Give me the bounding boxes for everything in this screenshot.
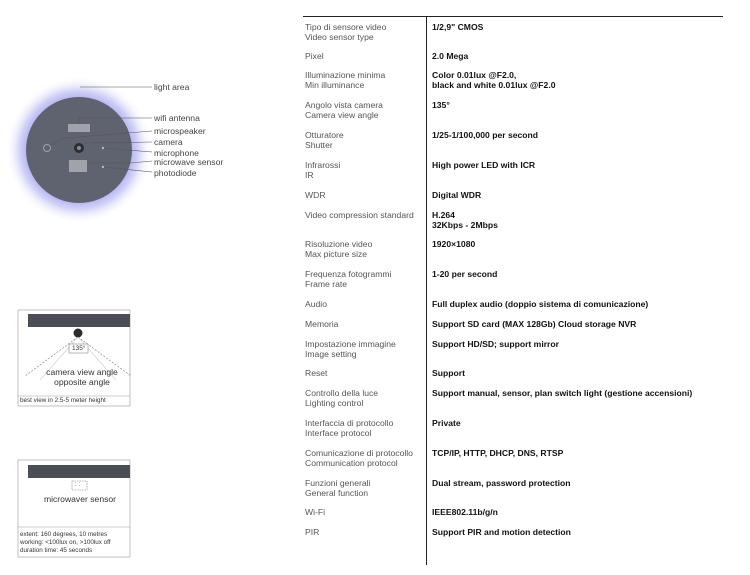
label-wifi-antenna: wifi antenna bbox=[154, 113, 200, 123]
spec-value-line: Color 0.01lux @F2.0, bbox=[432, 70, 517, 80]
spec-label bbox=[305, 161, 423, 180]
spec-value-line: 135° bbox=[432, 100, 450, 110]
spec-label bbox=[305, 52, 423, 62]
spec-label-it: Interfaccia di protocollo bbox=[305, 418, 394, 428]
spec-label-it: Frequenza fotogrammi bbox=[305, 269, 392, 279]
spec-value-line: Dual stream, password protection bbox=[432, 478, 571, 488]
spec-value-line: IEEE802.11b/g/n bbox=[432, 507, 498, 517]
spec-value-line: Full duplex audio (doppio sistema di comunicazione) bbox=[432, 299, 649, 309]
spec-label-en: Lighting control bbox=[305, 397, 364, 408]
spec-value bbox=[432, 52, 732, 62]
spec-label-it: Reset bbox=[305, 368, 328, 378]
spec-label-en: Frame rate bbox=[305, 278, 348, 289]
spec-label-it: Impostazione immagine bbox=[305, 339, 396, 349]
spec-value bbox=[432, 369, 732, 379]
spec-value bbox=[432, 131, 732, 141]
view-caption-2: opposite angle bbox=[54, 377, 110, 387]
spec-label-en: Communication protocol bbox=[305, 457, 398, 468]
spec-label-it: Video compression standard bbox=[305, 210, 414, 220]
spec-value bbox=[432, 191, 732, 201]
spec-label bbox=[305, 369, 423, 379]
ceiling-mount bbox=[28, 314, 130, 327]
label-photodiode: photodiode bbox=[154, 168, 197, 178]
photodiode-mark bbox=[102, 166, 104, 168]
sensor-dots: : : bbox=[75, 482, 81, 488]
microwave-caption: microwaver sensor bbox=[43, 494, 117, 504]
spec-value-line: black and white 0.01lux @F2.0 bbox=[432, 79, 556, 90]
spec-label-it: Tipo di sensore video bbox=[305, 22, 387, 32]
spec-value-line: Private bbox=[432, 418, 461, 428]
spec-value bbox=[432, 71, 732, 90]
spec-value bbox=[432, 300, 732, 310]
spec-label-en: Min illuminance bbox=[305, 79, 365, 90]
spec-label-en: General function bbox=[305, 487, 369, 498]
microwave-note-2: working: <100lux on, >100lux off bbox=[20, 539, 111, 546]
spec-label-en: Camera view angle bbox=[305, 109, 379, 120]
view-angle-value: 135° bbox=[72, 345, 86, 352]
spec-value bbox=[432, 270, 732, 280]
spec-label bbox=[305, 320, 423, 330]
spec-label bbox=[305, 419, 423, 438]
spec-label bbox=[305, 389, 423, 408]
spec-value-line: Support manual, sensor, plan switch light (gestione accensioni) bbox=[432, 388, 693, 398]
spec-value-line: TCP/IP, HTTP, DHCP, DNS, RTSP bbox=[432, 448, 564, 458]
spec-value-line: Support PIR and motion detection bbox=[432, 527, 571, 537]
spec-label-it: Pixel bbox=[305, 51, 324, 61]
spec-value bbox=[432, 240, 732, 250]
spec-label bbox=[305, 479, 423, 498]
spec-value-line: 1/25-1/100,000 per second bbox=[432, 130, 539, 140]
spec-value bbox=[432, 528, 732, 538]
spec-label bbox=[305, 340, 423, 359]
spec-value bbox=[432, 101, 732, 111]
microwave-sensor-mark bbox=[69, 160, 87, 172]
microwave-note-1: extent: 160 degrees, 10 metres bbox=[20, 531, 108, 538]
spec-label bbox=[305, 101, 423, 120]
label-microwave-sensor: microwave sensor bbox=[154, 157, 224, 167]
spec-value bbox=[432, 211, 732, 230]
spec-label-en: Video sensor type bbox=[305, 31, 374, 42]
spec-label-it: Controllo della luce bbox=[305, 388, 379, 398]
spec-label-en: Image setting bbox=[305, 348, 357, 359]
spec-value bbox=[432, 479, 732, 489]
spec-label bbox=[305, 240, 423, 259]
spec-value bbox=[432, 419, 732, 429]
table-top-rule bbox=[303, 16, 723, 17]
spec-label bbox=[305, 211, 423, 221]
label-microphone: microphone bbox=[154, 148, 199, 158]
spec-value bbox=[432, 389, 732, 399]
spec-label bbox=[305, 191, 423, 201]
view-caption-1: camera view angle bbox=[46, 367, 118, 377]
label-microspeaker: microspeaker bbox=[154, 126, 206, 136]
spec-value bbox=[432, 23, 732, 33]
spec-value bbox=[432, 320, 732, 330]
spec-value-line: 32Kbps - 2Mbps bbox=[432, 219, 498, 230]
spec-value bbox=[432, 449, 732, 459]
spec-value bbox=[432, 340, 732, 350]
camera-lens-side bbox=[74, 329, 83, 338]
spec-value-line: Support bbox=[432, 368, 465, 378]
spec-value-line: Support SD card (MAX 128Gb) Cloud storage NVR bbox=[432, 319, 637, 329]
spec-label-it: Memoria bbox=[305, 319, 339, 329]
spec-label-it: PIR bbox=[305, 527, 320, 537]
spec-label-it: Comunicazione di protocollo bbox=[305, 448, 413, 458]
view-note: best view in 2.5-5 meter height bbox=[20, 397, 106, 404]
spec-value-line: High power LED with ICR bbox=[432, 160, 536, 170]
spec-value-line: 1-20 per second bbox=[432, 269, 498, 279]
view-angle-diagram bbox=[18, 310, 131, 406]
label-camera: camera bbox=[154, 137, 183, 147]
spec-label bbox=[305, 300, 423, 310]
spec-label-it: Wi-Fi bbox=[305, 507, 326, 517]
microwave-note-3: duration time: 45 seconds bbox=[20, 547, 93, 554]
wifi-antenna-mark bbox=[68, 124, 90, 132]
spec-label-it: Audio bbox=[305, 299, 327, 309]
microphone-mark bbox=[102, 147, 104, 149]
spec-label bbox=[305, 449, 423, 468]
spec-value-line: 2.0 Mega bbox=[432, 51, 469, 61]
spec-value-line: Support HD/SD; support mirror bbox=[432, 339, 559, 349]
device-front-view bbox=[5, 76, 153, 224]
spec-value bbox=[432, 508, 732, 518]
spec-label bbox=[305, 71, 423, 90]
spec-label bbox=[305, 270, 423, 289]
spec-label-it: Illuminazione minima bbox=[305, 70, 386, 80]
spec-label-it: Otturatore bbox=[305, 130, 344, 140]
spec-label-it: Risoluzione video bbox=[305, 239, 373, 249]
spec-value-line: 1920×1080 bbox=[432, 239, 476, 249]
spec-label bbox=[305, 528, 423, 538]
spec-label-it: WDR bbox=[305, 190, 326, 200]
spec-label bbox=[305, 131, 423, 150]
spec-value-line: Digital WDR bbox=[432, 190, 482, 200]
spec-value-line: 1/2,9" CMOS bbox=[432, 22, 484, 32]
device-illustrations bbox=[0, 0, 300, 570]
spec-label-en: Shutter bbox=[305, 139, 333, 150]
spec-label-en: IR bbox=[305, 169, 314, 180]
spec-label-en: Interface protocol bbox=[305, 427, 372, 438]
spec-label bbox=[305, 508, 423, 518]
table-column-divider bbox=[426, 17, 427, 565]
spec-label-en: Max picture size bbox=[305, 248, 368, 259]
label-light-area: light area bbox=[154, 82, 190, 92]
spec-label bbox=[305, 23, 423, 42]
spec-label-it: Angolo vista camera bbox=[305, 100, 383, 110]
spec-label-it: Funzioni generali bbox=[305, 478, 371, 488]
spec-value-line: H.264 bbox=[432, 210, 455, 220]
spec-label-it: Infrarossi bbox=[305, 160, 341, 170]
spec-value bbox=[432, 161, 732, 171]
